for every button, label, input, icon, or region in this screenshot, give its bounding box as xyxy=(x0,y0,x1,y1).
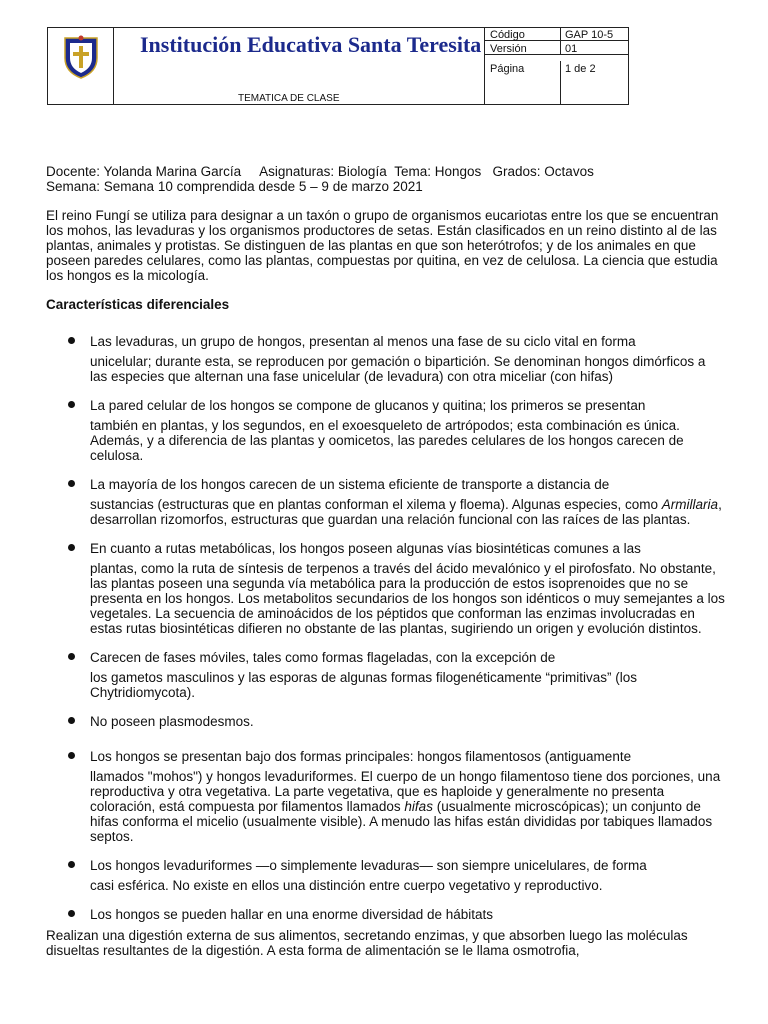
list-item: Las levaduras, un grupo de hongos, presentan al menos una fase de su ciclo vital en forma unicelular; durante esta, se reproducen por gemación o bipartición. Se denominan hongos dimórficos a las especies que alternan una fase unicelular (de levadura) con otra miceliar (con hifas) xyxy=(46,334,726,384)
meta-value: 1 de 2 xyxy=(565,63,596,75)
list-item: La mayoría de los hongos carecen de un sistema eficiente de transporte a distancia de sustancias (estructuras que en plantas conforman el xilema y floema). Algunas especies, como Armillaria, desarrollan rizomorfos, estructuras que guardan una relación funcional con las raíces de las plantas. xyxy=(46,477,726,527)
list-item: En cuanto a rutas metabólicas, los hongos poseen algunas vías biosintéticas comunes a las plantas, como la ruta de síntesis de terpenos a través del ácido mevalónico y el pirofosfato. No obstante, las plantas poseen una segunda vía metabólica para la producción de estos isoprenoides que no se presenta en los hongos. Los metabolitos secundarios de los hongos son idénticos o muy semejantes a los vegetales. La secuencia de aminoácidos de los péptidos que conforman las enzimas involucradas en estas rutas biosintéticas difieren no obstante de las plantas, sugiriendo un origen y evolución distintos. xyxy=(46,541,726,636)
teacher-label: Docente: Yolanda Marina García xyxy=(46,164,242,179)
bullet-icon xyxy=(68,544,75,551)
bullet-icon xyxy=(68,861,75,868)
bullet-icon xyxy=(68,910,75,917)
bullet-icon xyxy=(68,337,75,344)
meta-row-codigo xyxy=(485,28,629,41)
document-header xyxy=(47,27,629,105)
logo-cell xyxy=(48,28,114,104)
meta-key: Código xyxy=(490,29,525,41)
list-item: No poseen plasmodesmos. xyxy=(46,714,726,729)
characteristics-list xyxy=(46,334,726,922)
meta-key: Versión xyxy=(490,43,527,55)
school-name: Institución Educativa Santa Teresita xyxy=(140,32,482,57)
bullet-icon xyxy=(68,752,75,759)
document-type: TEMATICA DE CLASE xyxy=(238,93,340,104)
week-line: Semana: Semana 10 comprendida desde 5 – 9 de marzo 2021 xyxy=(46,179,423,194)
list-item: Carecen de fases móviles, tales como formas flageladas, con la excepción de los gametos masculinos y las esporas de algunas formas filogenéticamente “primitivas” (los Chytridiomycota). xyxy=(46,650,726,700)
meta-value: 01 xyxy=(565,43,578,55)
bullet-icon xyxy=(68,653,75,660)
list-item: Los hongos se pueden hallar en una enorme diversidad de hábitats xyxy=(46,907,726,922)
grade-label: Grados: Octavos xyxy=(492,164,594,179)
bullet-icon xyxy=(68,401,75,408)
meta-key: Página xyxy=(490,63,525,75)
closing-paragraph: Realizan una digestión externa de sus alimentos, secretando enzimas, y que absorben luego las moléculas disueltas resultantes de la digestión. A esta forma de alimentación se le llama osmotrofia, xyxy=(46,928,688,958)
meta-row-pagina xyxy=(485,61,629,104)
document-body xyxy=(46,164,726,958)
meta-row-version xyxy=(485,42,629,55)
subject-label: Asignaturas: Biología xyxy=(259,164,387,179)
class-info-line xyxy=(46,164,726,179)
topic-label: Tema: Hongos xyxy=(394,164,482,179)
list-item: Los hongos levaduriformes —o simplemente levaduras— son siempre unicelulares, de forma casi esférica. No existe en ellos una distinción entre cuerpo vegetativo y reproductivo. xyxy=(46,858,726,893)
list-item: La pared celular de los hongos se compone de glucanos y quitina; los primeros se presentan también en plantas, y los segundos, en el exoesqueleto de artrópodos; esta combinación es única. Además, y a diferencia de las plantas y oomicetos, las paredes celulares de los hongos carecen de celulosa. xyxy=(46,398,726,463)
document-meta-table xyxy=(484,28,629,104)
school-crest-logo xyxy=(63,34,99,80)
bullet-icon xyxy=(68,717,75,724)
meta-value: GAP 10-5 xyxy=(565,29,614,41)
list-item: Los hongos se presentan bajo dos formas principales: hongos filamentosos (antiguamente llamados "mohos") y hongos levaduriformes. El cuerpo de un hongo filamentoso tiene dos porciones, una reproductiva y otra vegetativa. La parte vegetativa, que es haploide y generalmente no presenta coloración, está compuesta por filamentos llamados hifas (usualmente microscópicas); un conjunto de hifas conforma el micelio (usualmente visible). A menudo las hifas están divididas por tabiques llamados septos. xyxy=(46,749,726,844)
section-title: Características diferenciales xyxy=(46,297,230,312)
bullet-icon xyxy=(68,480,75,487)
intro-paragraph: El reino Fungí se utiliza para designar a un taxón o grupo de organismos eucariotas entre los que se encuentran los mohos, las levaduras y los organismos productores de setas. Están clasificados en un reino distinto al de las plantas, animales y protistas. Se distinguen de las plantas en que son heterótrofos; y de los animales en que poseen paredes celulares, como las plantas, compuestas por quitina, en vez de celulosa. La ciencia que estudia los hongos es la micología. xyxy=(46,208,719,283)
